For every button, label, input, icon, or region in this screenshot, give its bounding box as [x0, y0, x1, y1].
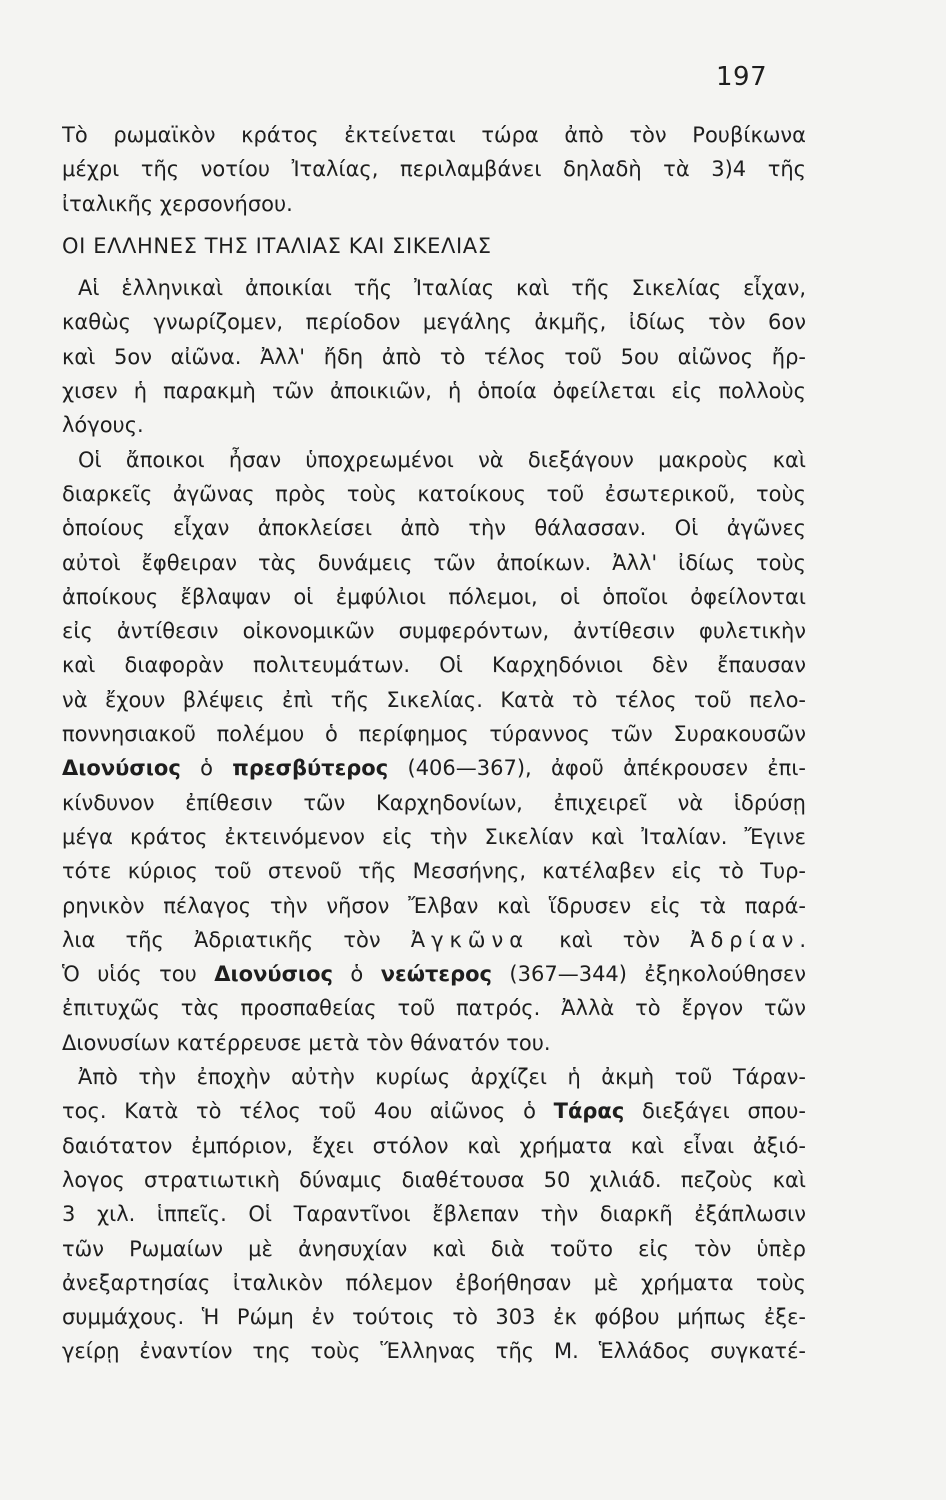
text-run: Οἱ ἄποικοι ἦσαν ὑποχρεωμένοι νὰ διεξάγουν μακροὺς καὶ [78, 447, 806, 472]
text-run: Ἀπὸ τὴν ἐποχὴν αὐτὴν κυρίως ἀρχίζει ἡ ἀκμὴ τοῦ Τάραν- [78, 1065, 806, 1090]
text-run: δαιότατον ἐμπόριον, ἔχει στόλον καὶ χρήματα καὶ εἶναι ἀξιό- [62, 1133, 806, 1158]
place-name-bold: Τάρας [553, 1099, 625, 1124]
text-run: . [799, 927, 806, 952]
text-run: γείρῃ ἐναντίον της τοὺς Ἕλληνας τῆς Μ. Ἑλλάδος συγκατέ- [62, 1339, 806, 1364]
text-line [62, 889, 806, 923]
text-run: (367—344) ἐξηκολούθησεν [491, 962, 806, 987]
text-run: μέχρι τῆς νοτίου Ἰταλίας, περιλαμβάνει δηλαδὴ τὰ 3)4 τῆς [62, 157, 806, 182]
text-run: Ὁ υἱός του [62, 962, 215, 987]
person-name-bold: Διονύσιος [62, 756, 181, 781]
text-line [62, 751, 806, 785]
text-line [62, 374, 806, 408]
text-run: Διονυσίων κατέρρευσε μετὰ τὸν θάνατόν του. [62, 1030, 551, 1055]
text-run: χισεν ἡ παρακμὴ τῶν ἀποικιῶν, ἡ ὁποία ὀφείλεται εἰς πολλοὺς [62, 379, 806, 404]
text-run: ρηνικὸν πέλαγος τὴν νῆσον Ἔλβαν καὶ ἵδρυσεν εἰς τὰ παρά- [62, 893, 806, 918]
text-run: καὶ τὸν [529, 927, 691, 952]
text-line [62, 683, 806, 717]
text-run: τῶν Ρωμαίων μὲ ἀνησυχίαν καὶ διὰ τοῦτο εἰς τὸν ὑπὲρ [62, 1236, 806, 1261]
section-heading [62, 229, 806, 263]
text-line [62, 717, 806, 751]
text-line [62, 1094, 806, 1128]
text-line [62, 957, 806, 991]
text-line [62, 648, 806, 682]
text-line [62, 340, 806, 374]
text-line [62, 443, 806, 477]
text-line [62, 511, 806, 545]
text-run: τος. Κατὰ τὸ τέλος τοῦ 4ου αἰῶνος ὁ [62, 1099, 554, 1124]
text-line [62, 1026, 806, 1060]
text-line [62, 477, 806, 511]
epithet-bold: νεώτερος [380, 962, 492, 987]
text-line [62, 1266, 806, 1300]
text-run: (406—367), ἀφοῦ ἀπέκρουσεν ἐπι- [388, 756, 806, 781]
text-run: ἀποίκους ἔβλαψαν οἱ ἐμφύλιοι πόλεμοι, οἱ ὁποῖοι ὀφείλονται [62, 584, 806, 609]
text-run: λόγους. [62, 413, 144, 438]
text-run: τότε κύριος τοῦ στενοῦ τῆς Μεσσήνης, κατέλαβεν εἰς τὸ Τυρ- [62, 859, 806, 884]
page-number: 197 [716, 62, 768, 92]
text-run: ἀνεξαρτησίας ἰταλικὸν πόλεμον ἐβοήθησαν μὲ χρήματα τοὺς [62, 1270, 806, 1295]
text-line [62, 1197, 806, 1231]
text-run: κίνδυνον ἐπίθεσιν τῶν Καρχηδονίων, ἐπιχειρεῖ νὰ ἱδρύσῃ [62, 790, 806, 815]
text-run: καὶ 5ον αἰῶνα. Ἀλλ' ἤδη ἀπὸ τὸ τέλος τοῦ 5ου αἰῶνος ἤρ- [62, 344, 806, 369]
text-line [62, 271, 806, 305]
text-line [62, 152, 806, 186]
text-run: καθὼς γνωρίζομεν, περίοδον μεγάλης ἀκμῆς, ἰδίως τὸν 6ον [62, 310, 806, 335]
text-line [62, 118, 806, 152]
text-run: συμμάχους. Ἡ Ρώμη ἐν τούτοις τὸ 303 ἐκ φόβου μήπως ἐξε- [62, 1305, 806, 1330]
text-run: ὁ [332, 962, 381, 987]
text-run: λια τῆς Ἀδριατικῆς τὸν [62, 927, 411, 952]
text-line [62, 854, 806, 888]
text-run: εἰς ἀντίθεσιν οἰκονομικῶν συμφερόντων, ἀντίθεσιν φυλετικὴν [62, 619, 806, 644]
body-text [62, 118, 806, 1369]
text-line [62, 614, 806, 648]
text-line [62, 786, 806, 820]
text-line [62, 991, 806, 1025]
text-run: αὐτοὶ ἔφθειραν τὰς δυνάμεις τῶν ἀποίκων. Ἀλλ' ἰδίως τοὺς [62, 550, 806, 575]
text-line [62, 1300, 806, 1334]
text-line [62, 1232, 806, 1266]
spaced-place-name: Ἀγκῶνα [410, 927, 530, 952]
text-line [62, 1163, 806, 1197]
text-line [62, 187, 806, 221]
text-run: λογος στρατιωτικὴ δύναμις διαθέτουσα 50 χιλιάδ. πεζοὺς καὶ [62, 1167, 806, 1192]
text-line [62, 923, 806, 957]
text-line [62, 546, 806, 580]
spaced-place-name: Ἀδρίαν [690, 927, 800, 952]
text-run: διαρκεῖς ἀγῶνας πρὸς τοὺς κατοίκους τοῦ ἐσωτερικοῦ, τοὺς [62, 481, 806, 506]
text-line [62, 1129, 806, 1163]
text-run: διεξάγει σπου- [624, 1099, 806, 1124]
text-run: Τὸ ρωμαϊκὸν κράτος ἐκτείνεται τώρα ἀπὸ τὸν Ρουβίκωνα [62, 123, 806, 147]
text-run: 3 χιλ. ἱππεῖς. Οἱ Ταραντῖνοι ἔβλεπαν τὴν διαρκῆ ἐξάπλωσιν [62, 1202, 806, 1227]
heading-text: ΟΙ ΕΛΛΗΝΕΣ ΤΗΣ ΙΤΑΛΙΑΣ ΚΑΙ ΣΙΚΕΛΙΑΣ [62, 233, 492, 258]
epithet-bold: πρεσβύτερος [232, 756, 389, 781]
text-run: νὰ ἔχουν βλέψεις ἐπὶ τῆς Σικελίας. Κατὰ τὸ τέλος τοῦ πελο- [62, 687, 806, 712]
text-line [62, 580, 806, 614]
text-line [62, 305, 806, 339]
text-line [62, 1334, 806, 1368]
text-run: μέγα κράτος ἐκτεινόμενον εἰς τὴν Σικελίαν καὶ Ἰταλίαν. Ἔγινε [62, 824, 806, 849]
text-run: καὶ διαφορὰν πολιτευμάτων. Οἱ Καρχηδόνιοι δὲν ἔπαυσαν [62, 653, 806, 678]
text-line [62, 408, 806, 442]
person-name-bold: Διονύσιος [214, 962, 333, 987]
text-run: ὁ [180, 756, 233, 781]
text-run: ποννησιακοῦ πολέμου ὁ περίφημος τύραννος τῶν Συρακουσῶν [62, 722, 806, 747]
text-run: ἐπιτυχῶς τὰς προσπαθείας τοῦ πατρός. Ἀλλὰ τὸ ἔργον τῶν [62, 996, 806, 1021]
text-line [62, 820, 806, 854]
text-run: Αἱ ἑλληνικαὶ ἀποικίαι τῆς Ἰταλίας καὶ τῆς Σικελίας εἶχαν, [78, 276, 806, 301]
text-run: ὁποίους εἶχαν ἀποκλείσει ἀπὸ τὴν θάλασσαν. Οἱ ἀγῶνες [62, 516, 806, 541]
text-line [62, 1060, 806, 1094]
text-run: ἰταλικῆς χερσονήσου. [62, 191, 293, 216]
